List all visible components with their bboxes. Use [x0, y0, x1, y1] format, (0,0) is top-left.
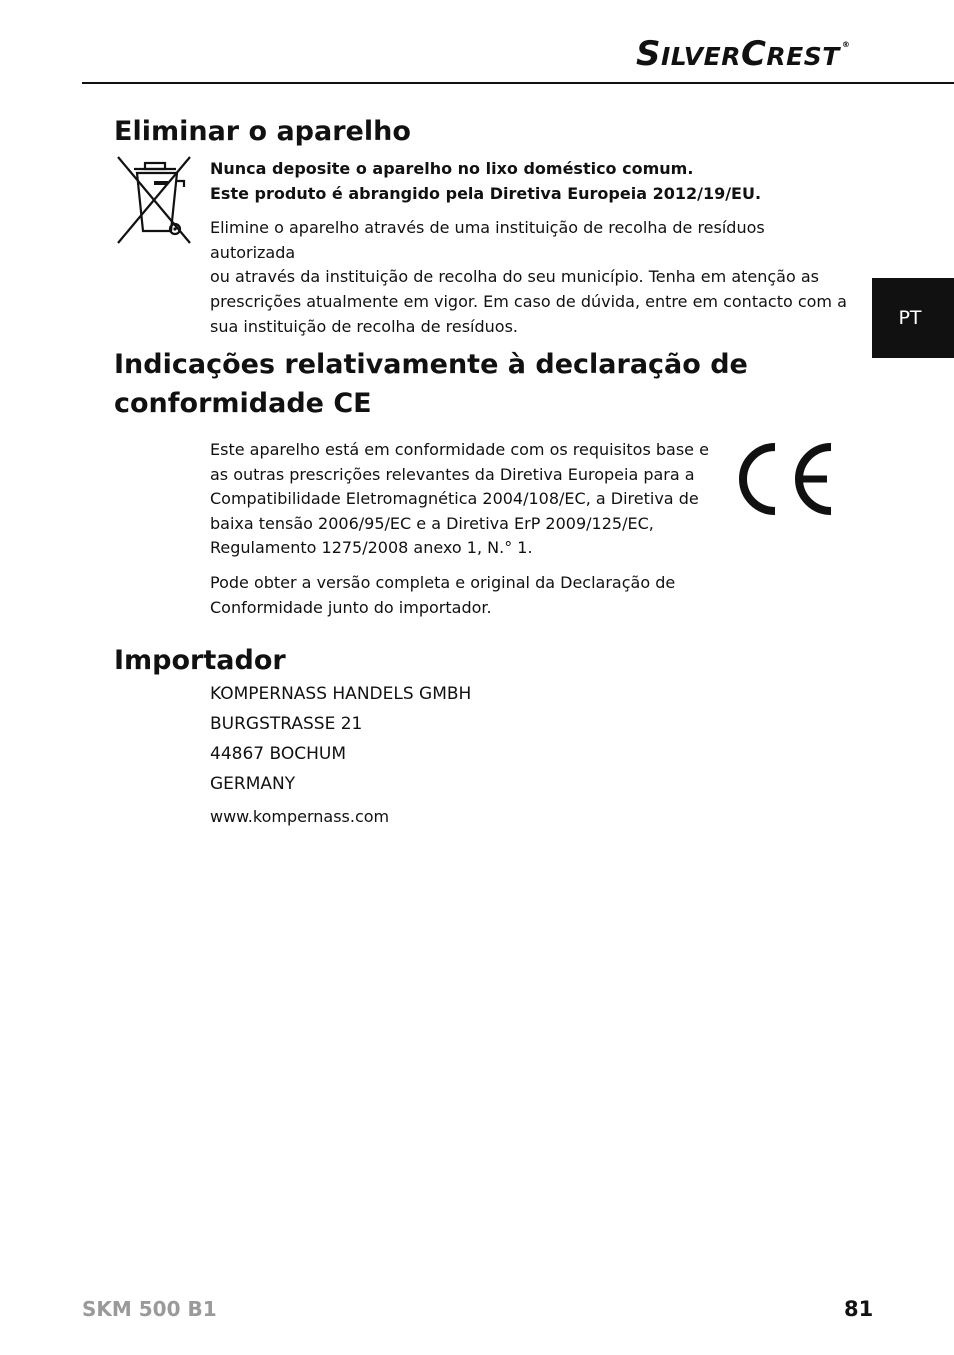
logo-letter-s: S	[636, 34, 661, 74]
silvercrest-logo	[636, 34, 850, 74]
address-line: 44867 BOCHUM	[210, 744, 346, 764]
footer-model: SKM 500 B1	[82, 1297, 217, 1321]
disposal-heading: Eliminar o aparelho	[114, 116, 411, 147]
logo-letter-c: C	[740, 34, 767, 74]
header-rule	[82, 82, 954, 84]
ce-heading-line-1: Indicações relativamente à declaração de	[114, 349, 748, 380]
importer-heading: Importador	[114, 645, 286, 676]
disposal-bold-line-2: Este produto é abrangido pela Diretiva Europeia 2012/19/EU.	[210, 183, 762, 203]
address-line: KOMPERNASS HANDELS GMBH	[210, 684, 472, 704]
ce-para2-line: Pode obter a versão completa e original da Declaração de	[210, 572, 676, 592]
disposal-bold-line-1: Nunca deposite o aparelho no lixo doméstico comum.	[210, 159, 694, 178]
crossed-out-wheelie-bin-icon	[114, 155, 192, 245]
disposal-body-line: ou através da instituição de recolha do seu município. Tenha em atenção as	[210, 267, 819, 287]
ce-para1-line: as outras prescrições relevantes da Diretiva Europeia para a	[210, 464, 695, 484]
language-tab	[872, 278, 954, 358]
disposal-text	[210, 157, 850, 339]
logo-word-rest: REST	[766, 42, 840, 71]
ce-para1-line: baixa tensão 2006/95/EC e a Diretiva ErP 2009/125/EC,	[210, 513, 654, 533]
ce-para1-line: Este aparelho está em conformidade com os requisitos base e	[210, 440, 709, 459]
footer-page-number: 81	[844, 1297, 874, 1321]
ce-para1-line: Compatibilidade Eletromagnética 2004/108/EC, a Diretiva de	[210, 489, 699, 509]
address-line: GERMANY	[210, 774, 296, 794]
language-tab-label: PT	[898, 307, 922, 329]
importer-website: www.kompernass.com	[210, 807, 390, 826]
ce-text	[210, 438, 710, 620]
importer-address	[210, 679, 710, 830]
ce-heading-line-2: conformidade CE	[114, 388, 372, 419]
ce-heading	[114, 345, 854, 423]
registered-mark: ®	[841, 40, 851, 49]
disposal-body-line: Elimine o aparelho através de uma instituição de recolha de resíduos autorizada	[210, 218, 765, 262]
disposal-body-line: sua instituição de recolha de resíduos.	[210, 316, 519, 336]
address-line: BURGSTRASSE 21	[210, 714, 363, 734]
ce-para1-line: Regulamento 1275/2008 anexo 1, N.° 1.	[210, 538, 533, 558]
ce-para2-line: Conformidade junto do importador.	[210, 597, 492, 617]
logo-word-ilver: ILVER	[661, 42, 741, 71]
disposal-body-line: prescrições atualmente em vigor. Em caso de dúvida, entre em contacto com a	[210, 291, 847, 311]
ce-mark-icon	[735, 443, 835, 515]
